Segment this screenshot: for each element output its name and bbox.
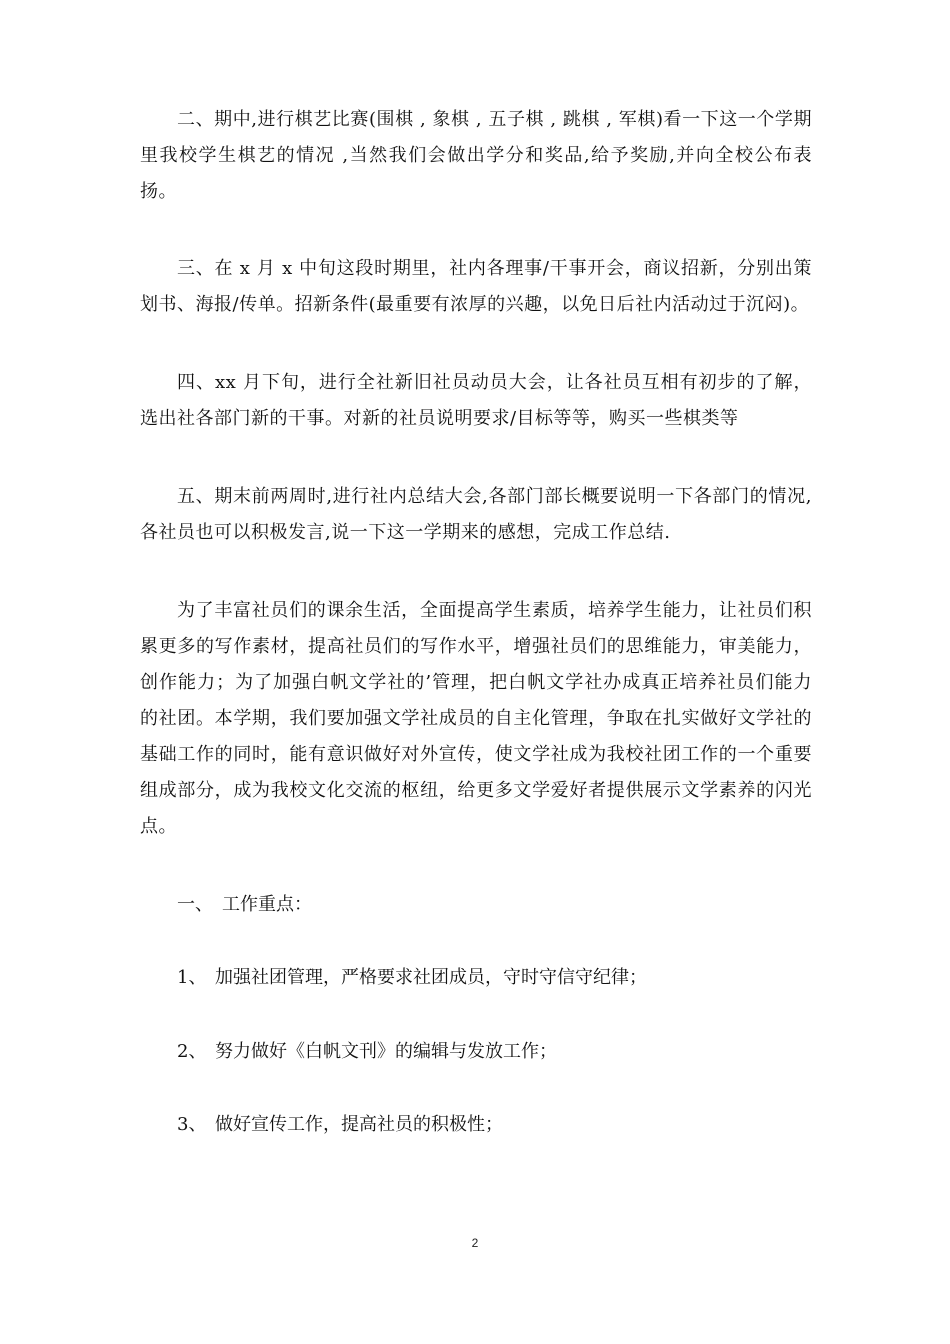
paragraph-chess-competition: 二、期中,进行棋艺比赛(围棋 , 象棋 , 五子棋 , 跳棋 , 军棋)看一下这一个学期里我校学生棋艺的情况 ,当然我们会做出学分和奖品,给予奖励,并向全校公布表扬。 <box>140 109 812 202</box>
list-item <box>177 1034 557 1070</box>
list-item-text: 做好宣传工作，提高社员的积极性； <box>215 1114 503 1135</box>
list-item-number: 2、 <box>177 1041 207 1062</box>
paragraph-mobilization-meeting: 四、xx 月下旬，进行全社新旧社员动员大会，让各社员互相有初步的了解，选出社各部门新的干事。对新的社员说明要求/目标等等，购买一些棋类等 <box>140 372 812 429</box>
paragraph-recruitment-meeting: 三、在 x 月 x 中旬这段时期里，社内各理事/干事开会，商议招新，分别出策划书、海报/传单。招新条件(最重要有浓厚的兴趣，以免日后社内活动过于沉闷)。 <box>140 258 812 315</box>
section-heading <box>177 887 312 923</box>
page-number: 2 <box>471 1236 479 1250</box>
paragraph-literature-club-intro: 为了丰富社员们的课余生活，全面提高学生素质，培养学生能力，让社员们积累更多的写作素材，提高社员们的写作水平，增强社员们的思维能力，审美能力，创作能力；为了加强白帆文学社的’管理，把白帆文学社办成真正培养社员们能力的社团。本学期，我们要加强文学社成员的自主化管理，争取在扎实做好文学社的基础工作的同时，能有意识做好对外宣传，使文学社成为我校社团工作的一个重要组成部分，成为我校文化交流的枢纽，给更多文学爱好者提供展示文学素养的闪光点。 <box>140 600 812 837</box>
list-item-text: 努力做好《白帆文刊》的编辑与发放工作； <box>215 1041 557 1062</box>
list-item-number: 1、 <box>177 967 207 988</box>
list-item-text: 加强社团管理，严格要求社团成员，守时守信守纪律； <box>215 967 647 988</box>
paragraph-summary-meeting: 五、期末前两周时,进行社内总结大会,各部门部长概要说明一下各部门的情况,各社员也可以积极发言,说一下这一学期来的感想，完成工作总结. <box>140 486 812 543</box>
list-item <box>177 960 647 996</box>
list-item <box>177 1107 503 1143</box>
section-heading-text: 工作重点： <box>222 894 312 915</box>
list-item-number: 3、 <box>177 1114 207 1135</box>
section-heading-number: 一、 <box>177 894 213 915</box>
